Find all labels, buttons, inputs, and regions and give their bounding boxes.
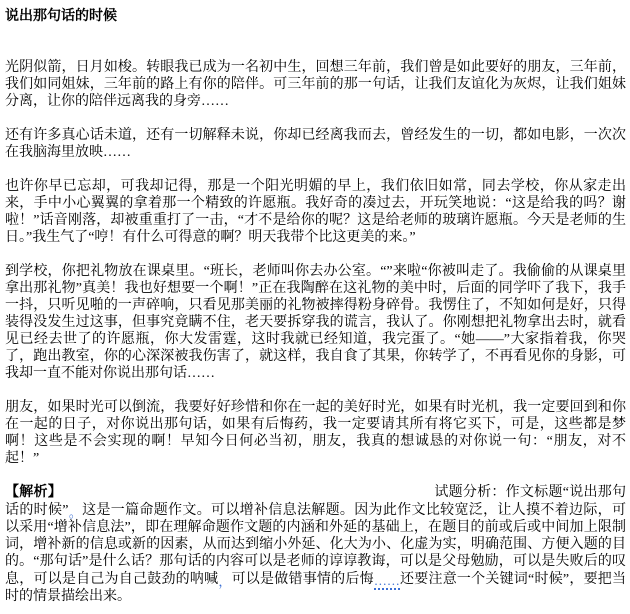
analysis-body-text-2: 可以是做错事情的后悔 bbox=[231, 572, 374, 587]
analysis-lead-text: 试题分析：作文标题“说出那句话的时候” bbox=[5, 485, 626, 518]
essay-paragraph-3: 也许你早已忘却，可我却记得，那是一个阳光明媚的早上，我们依旧如常，同去学校，你从家走出来，手中小心翼翼的拿着那一个精致的许愿瓶。我好奇的凑过去，开玩笑地说：“这是给我的吗？谢啦！”话音刚落，却被重重打了一击，“才不是给你的呢？这是给老师的玻璃许愿瓶。今天是老师的生日。”我生气了“哼！有什么可得意的啊？明天我带个比这更美的来。” bbox=[5, 179, 626, 245]
analysis-heading-spacer bbox=[62, 495, 434, 496]
essay-paragraph-5: 朋友，如果时光可以倒流，我要好好珍惜和你在一起的美好时光，如果有时光机，我一定要回到和你在一起的日子，对你说出那句话，如果有后悔药，我一定要请其所有将它买下，可是，这些都是梦啊！这些是不会实现的啊！早知今日何必当初，朋友，我真的想诚恳的对你说一句：“朋友，对不起！” bbox=[5, 400, 626, 466]
analysis-paragraph bbox=[5, 484, 626, 605]
annotation-ellipsis-mark: …… bbox=[373, 573, 400, 588]
analysis-body-text-3: 还要注意一个关键词“时候”，要把当时的情景描绘出来。 bbox=[5, 572, 627, 604]
annotation-comma-mark: ， bbox=[218, 574, 232, 589]
analysis-heading: 【解析】 bbox=[5, 485, 63, 500]
annotation-period-mark: 。 bbox=[68, 505, 83, 520]
essay-paragraph-1: 光阴似箭，日月如梭。转眼我已成为一名初中生，回想三年前，我们曾是如此要好的朋友，三年前，我们如同姐妹，三年前的路上有你的陪伴。可三年前的那一句话，让我们友谊化为灰烬，让我们姐妹分离，让你的陪伴远离我的身旁…… bbox=[5, 60, 626, 109]
essay-paragraph-4: 到学校，你把礼物放在课桌里。“班长，老师叫你去办公室。“”来啦“你被叫走了。我偷偷的从课桌里拿出那礼物”真美！我也好想要一个啊！”正在我陶醉在这礼物的美中时，后面的同学吓了我下，我手一抖，只听见啪的一声碎响，只看见那美丽的礼物被摔得粉身碎骨。我愣住了，不知如何是好，只得装得没发生过这事，但事究竟瞒不住，老天要拆穿我的谎言，我认了。你刚想把礼物拿出去时，就看见已经去世了的许愿瓶，你大发雷霆，这时我就已经知道，我完蛋了。“她——”大家指着我，你哭了，跑出教室，你的心深深被我伤害了，就这样，我自食了其果，你转学了，不再看见你的身影，可我却一直不能对你说出那句话…… bbox=[5, 264, 626, 381]
essay-paragraph-2: 还有许多真心话未道，还有一切解释未说，你却已经离我而去，曾经发生的一切，都如电影，一次次在我脑海里放映…… bbox=[5, 128, 626, 160]
essay-title: 说出那句话的时候 bbox=[5, 9, 117, 24]
analysis-body-text-1: 这是一篇命题作文。可以增补信息法解题。因为此作文比较宽泛，让人摸不着边际，可以采用“增补信息法”，即在理解命题作文题的内涵和外延的基础上，在题目的前或后或中间加上限制词，增补新的信息或新的因素，从而达到缩小外延、化大为小、化虚为实，明确范围、方便入题的目的。“那句话”是什么话？那句话的内容可以是老师的谆谆教诲，可以是父母勉励，可以是失败后的叹息，可以是自己为自己鼓劲的呐喊 bbox=[5, 503, 626, 587]
